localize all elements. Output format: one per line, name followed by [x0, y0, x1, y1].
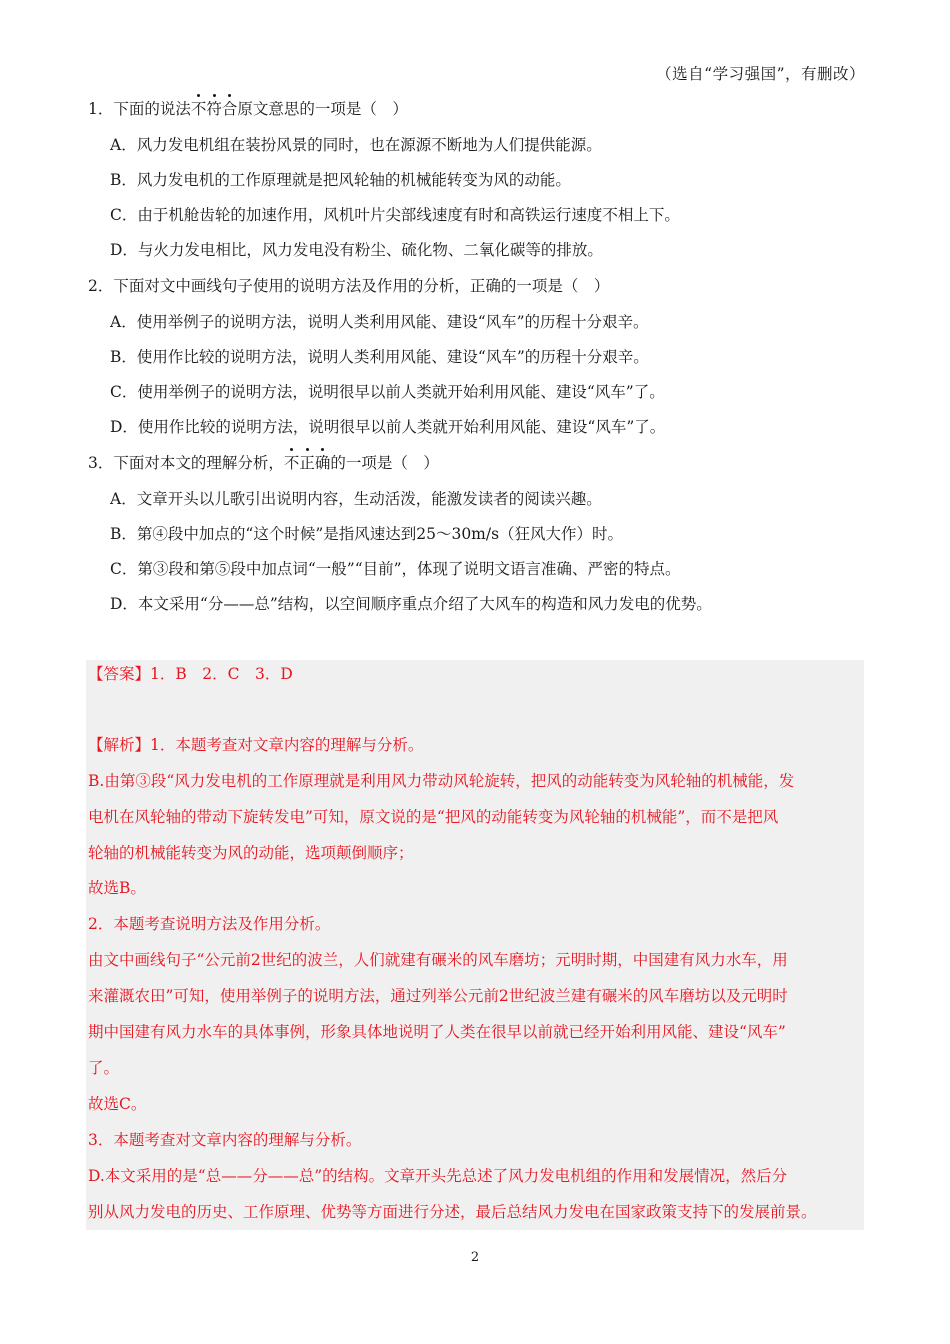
emphasis-char: 确	[315, 451, 331, 473]
question-2-option-c: C．使用举例子的说明方法，说明很早以前人类就开始利用风能、建设“风车”了。	[110, 383, 665, 401]
question-3-option-a: A．文章开头以儿歌引出说明内容，生动活泼，能激发读者的阅读兴趣。	[110, 490, 602, 508]
question-2-option-b: B．使用作比较的说明方法，说明人类利用风能、建设“风车”的历程十分艰辛。	[110, 348, 649, 366]
emphasis-char: 不	[284, 451, 300, 473]
analysis-line: 了。	[88, 1059, 120, 1077]
analysis-line: 故选C。	[88, 1095, 147, 1113]
question-3-stem	[88, 451, 439, 473]
analysis-line: 故选B。	[88, 879, 146, 897]
emphasis-char: 正	[299, 451, 315, 473]
answer-line: 【答案】1．B 2．C 3．D	[88, 665, 293, 683]
analysis-line: B.由第③段“风力发电机的工作原理就是利用风力带动风轮旋转，把风的动能转变为风轮轴的机械能，发	[88, 772, 795, 790]
emphasis-char: 符	[206, 97, 222, 119]
page-number: 2	[470, 1250, 480, 1265]
question-stem-text: 的一项是（ ）	[330, 454, 439, 472]
analysis-line: 来灌溉农田”可知，使用举例子的说明方法，通过列举公元前2世纪波兰建有碾米的风车磨坊以及元明时	[88, 987, 788, 1005]
question-3-option-c: C．第③段和第⑤段中加点词“一般”“目前”，体现了说明文语言准确、严密的特点。	[110, 560, 681, 578]
question-3-option-b: B．第④段中加点的“这个时候”是指风速达到25～30m/s（狂风大作）时。	[110, 525, 624, 543]
question-3-option-d: D．本文采用“分——总”结构，以空间顺序重点介绍了大风车的构造和风力发电的优势。	[110, 595, 712, 613]
analysis-line: 轮轴的机械能转变为风的动能，选项颠倒顺序；	[88, 844, 414, 862]
analysis-line: 电机在风轮轴的带动下旋转发电”可知，原文说的是“把风的动能转变为风轮轴的机械能”，而不是把风	[88, 808, 779, 826]
question-2-option-d: D．使用作比较的说明方法，说明很早以前人类就开始利用风能、建设“风车”了。	[110, 418, 666, 436]
question-1-option-a: A．风力发电机组在装扮风景的同时，也在源源不断地为人们提供能源。	[110, 136, 602, 154]
emphasis-char: 合	[222, 97, 238, 119]
analysis-line: 3．本题考查对文章内容的理解与分析。	[88, 1131, 362, 1149]
question-2-stem: 2．下面对文中画线句子使用的说明方法及作用的分析，正确的一项是（ ）	[88, 277, 610, 295]
question-1-option-d: D．与火力发电相比，风力发电没有粉尘、硫化物、二氧化碳等的排放。	[110, 241, 603, 259]
analysis-line: D.本文采用的是“总——分——总”的结构。文章开头先总述了风力发电机组的作用和发展情况，然后分	[88, 1167, 788, 1185]
question-1-option-b: B．风力发电机的工作原理就是把风轮轴的机械能转变为风的动能。	[110, 171, 571, 189]
emphasis-char: 不	[191, 97, 207, 119]
analysis-line: 2．本题考查说明方法及作用分析。	[88, 915, 331, 933]
analysis-line: 由文中画线句子“公元前2世纪的波兰，人们就建有碾米的风车磨坊；元明时期，中国建有风力水车，用	[88, 951, 788, 969]
analysis-line: 别从风力发电的历史、工作原理、优势等方面进行分述，最后总结风力发电在国家政策支持下的发展前景。	[88, 1203, 817, 1221]
question-1-stem	[88, 97, 408, 119]
source-citation: （选自“学习强国”，有删改）	[656, 65, 865, 83]
question-stem-text: 1．下面的说法	[88, 100, 191, 118]
question-stem-text: 3．下面对本文的理解分析，	[88, 454, 284, 472]
question-stem-text: 原文意思的一项是（ ）	[237, 100, 408, 118]
question-1-option-c: C．由于机舱齿轮的加速作用，风机叶片尖部线速度有时和高铁运行速度不相上下。	[110, 206, 680, 224]
question-2-option-a: A．使用举例子的说明方法，说明人类利用风能、建设“风车”的历程十分艰辛。	[110, 313, 649, 331]
analysis-line: 期中国建有风力水车的具体事例，形象具体地说明了人类在很早以前就已经开始利用风能、建设“风车”	[88, 1023, 786, 1041]
analysis-line: 【解析】1．本题考查对文章内容的理解与分析。	[88, 736, 424, 754]
